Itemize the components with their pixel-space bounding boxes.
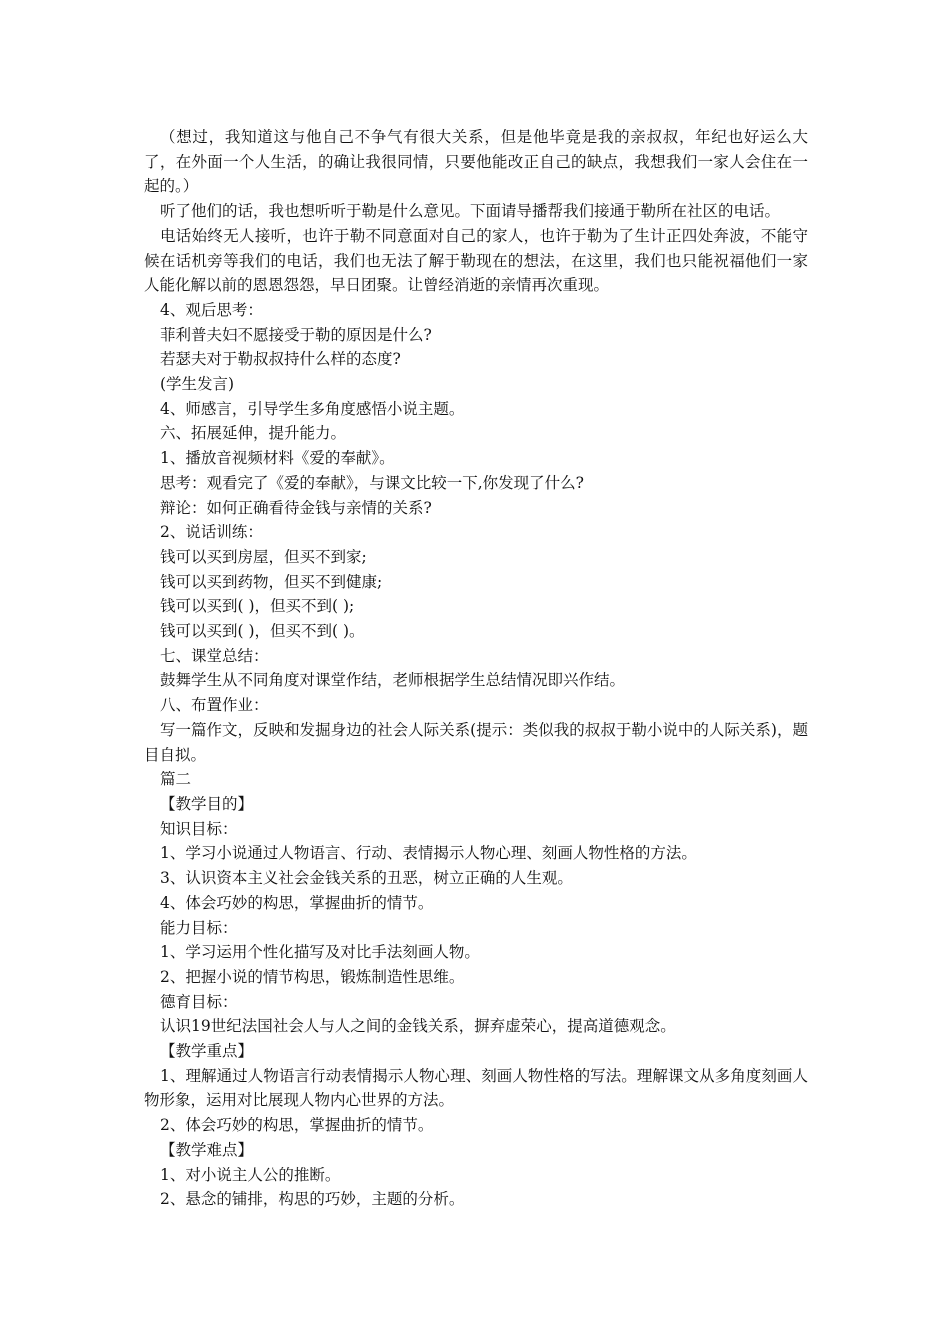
paragraph: 钱可以买到药物，但买不到健康;: [160, 572, 383, 591]
paragraph: 2、体会巧妙的构思，掌握曲折的情节。: [160, 1116, 434, 1135]
section-heading: 【教学难点】: [160, 1140, 254, 1159]
paragraph: 电话始终无人接听，也许于勒不同意面对自己的家人，也许于勒为了生计正四处奔波，不能守候在话机旁等我们的电话，我们也无法了解于勒现在的想法，在这里，我们也只能祝福他们一家人能化解以前的恩恩怨怨，早日团聚。让曾经消逝的亲情再次重现。: [144, 226, 808, 295]
paragraph: 辩论：如何正确看待金钱与亲情的关系?: [160, 498, 432, 517]
paragraph: 2、把握小说的情节构思，锻炼制造性思维。: [160, 967, 465, 986]
paragraph: 菲利普夫妇不愿接受于勒的原因是什么?: [160, 325, 432, 344]
section-heading: 七、课堂总结：: [160, 646, 269, 665]
paragraph: 1、理解通过人物语言行动表情揭示人物心理、刻画人物性格的写法。理解课文从多角度刻画人物形象，运用对比展现人物内心世界的方法。: [144, 1066, 808, 1110]
document-body: [144, 125, 808, 1212]
subsection-heading: 德育目标：: [160, 992, 238, 1011]
paragraph: 写一篇作文，反映和发掘身边的社会人际关系(提示：类似我的叔叔于勒小说中的人际关系)，题目自拟。: [144, 720, 808, 764]
paragraph: 鼓舞学生从不同角度对课堂作结，老师根据学生总结情况即兴作结。: [160, 671, 626, 690]
paragraph: 1、播放音视频材料《爱的奉献》。: [160, 449, 395, 468]
paragraph: 钱可以买到( )，但买不到( )。: [160, 622, 365, 641]
paragraph: (学生发言): [160, 375, 235, 394]
paragraph: 2、说话训练：: [160, 523, 263, 542]
paragraph: 钱可以买到房屋，但买不到家;: [160, 547, 367, 566]
paragraph: 2、悬念的铺排，构思的巧妙，主题的分析。: [160, 1190, 465, 1209]
paragraph: 认识19世纪法国社会人与人之间的金钱关系，摒弃虚荣心，提高道德观念。: [160, 1017, 676, 1036]
section-heading: 六、拓展延伸，提升能力。: [160, 424, 347, 443]
paragraph: 4、师感言，引导学生多角度感悟小说主题。: [160, 399, 465, 418]
section-heading: 【教学目的】: [160, 794, 254, 813]
paragraph: 钱可以买到( )，但买不到( );: [160, 597, 355, 616]
paragraph: 4、体会巧妙的构思，掌握曲折的情节。: [160, 893, 434, 912]
subsection-heading: 能力目标：: [160, 918, 238, 937]
subsection-heading: 知识目标：: [160, 819, 238, 838]
paragraph: 1、对小说主人公的推断。: [160, 1165, 341, 1184]
section-heading: 【教学重点】: [160, 1042, 254, 1061]
section-heading: 八、布置作业：: [160, 696, 269, 715]
paragraph: （想过，我知道这与他自己不争气有很大关系，但是他毕竟是我的亲叔叔，年纪也好运么大了，在外面一个人生活，的确让我很同情，只要他能改正自己的缺点，我想我们一家人会住在一起的。）: [144, 128, 808, 196]
paragraph: 思考：观看完了《爱的奉献》，与课文比较一下,你发现了什么?: [160, 473, 584, 492]
paragraph: 听了他们的话，我也想听听于勒是什么意见。下面请导播帮我们接通于勒所在社区的电话。: [160, 202, 781, 221]
paragraph: 1、学习小说通过人物语言、行动、表情揭示人物心理、刻画人物性格的方法。: [160, 844, 697, 863]
part-heading: 篇二: [160, 770, 192, 789]
paragraph: 1、学习运用个性化描写及对比手法刻画人物。: [160, 943, 480, 962]
paragraph: 若瑟夫对于勒叔叔持什么样的态度?: [160, 350, 401, 369]
paragraph: 3、认识资本主义社会金钱关系的丑恶，树立正确的人生观。: [160, 869, 573, 888]
paragraph: 4、观后思考：: [160, 300, 263, 319]
